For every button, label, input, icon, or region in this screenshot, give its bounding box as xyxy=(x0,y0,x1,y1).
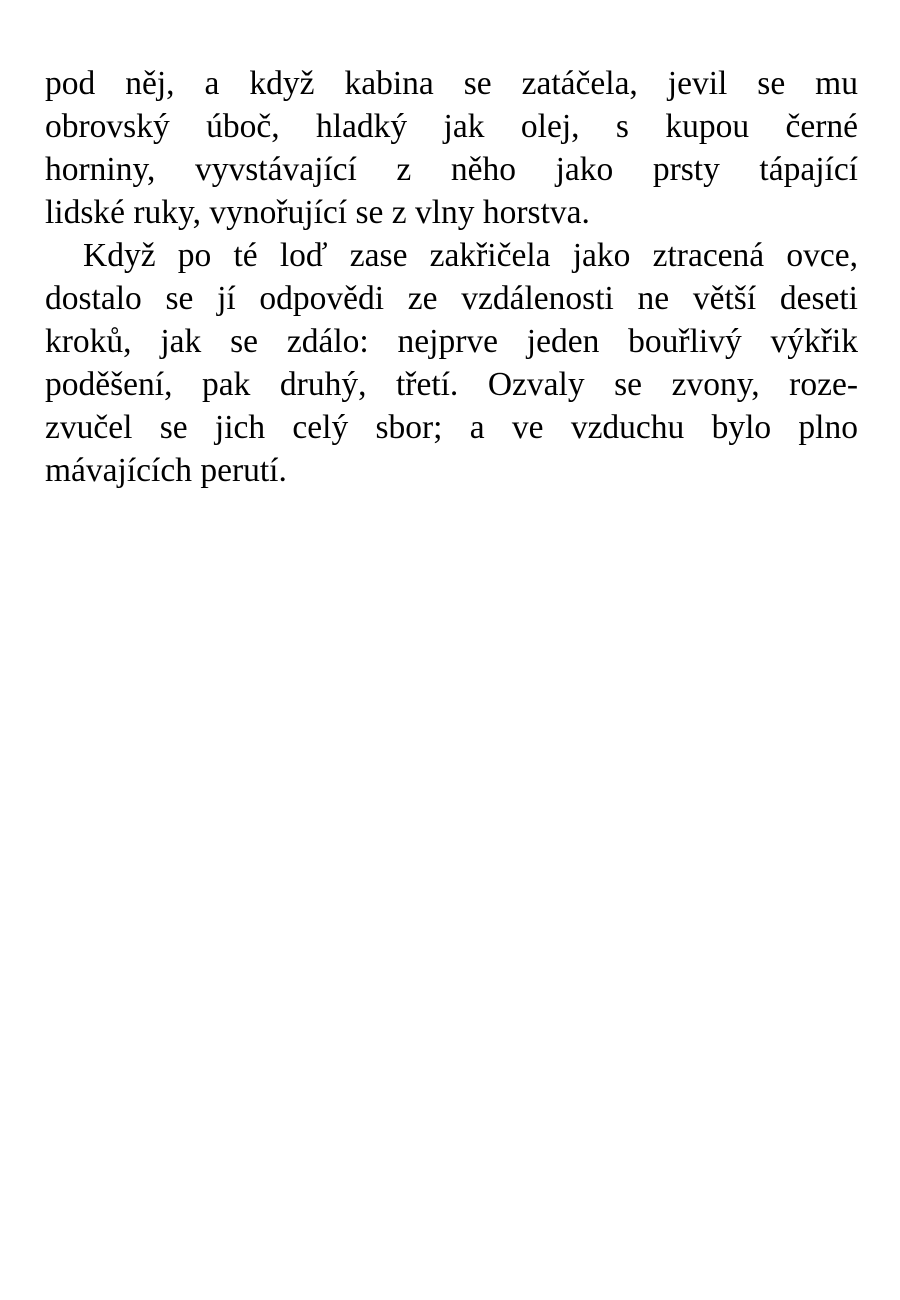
text-line: dostalo se jí odpovědi ze vzdálenosti ne větší deseti xyxy=(45,280,858,317)
text-line: mávajících perutí. xyxy=(45,452,287,489)
text-line: pod něj, a když kabina se zatáčela, jevil se mu xyxy=(45,65,858,102)
text-line: Když po té loď zase zakřičela jako ztracená ovce, xyxy=(83,237,858,274)
body-text xyxy=(45,62,858,492)
paragraph-2 xyxy=(45,234,858,492)
text-line: horniny, vyvstávající z něho jako prsty tápající xyxy=(45,151,858,188)
paragraph-1 xyxy=(45,62,858,234)
text-line: obrovský úboč, hladký jak olej, s kupou černé xyxy=(45,108,858,145)
text-line: lidské ruky, vynořující se z vlny horstva. xyxy=(45,194,590,231)
text-line: zvučel se jich celý sbor; a ve vzduchu bylo plno xyxy=(45,409,858,446)
text-line: kroků, jak se zdálo: nejprve jeden bouřlivý výkřik xyxy=(45,323,858,360)
text-line: poděšení, pak druhý, třetí. Ozvaly se zvony, roze- xyxy=(45,366,858,403)
